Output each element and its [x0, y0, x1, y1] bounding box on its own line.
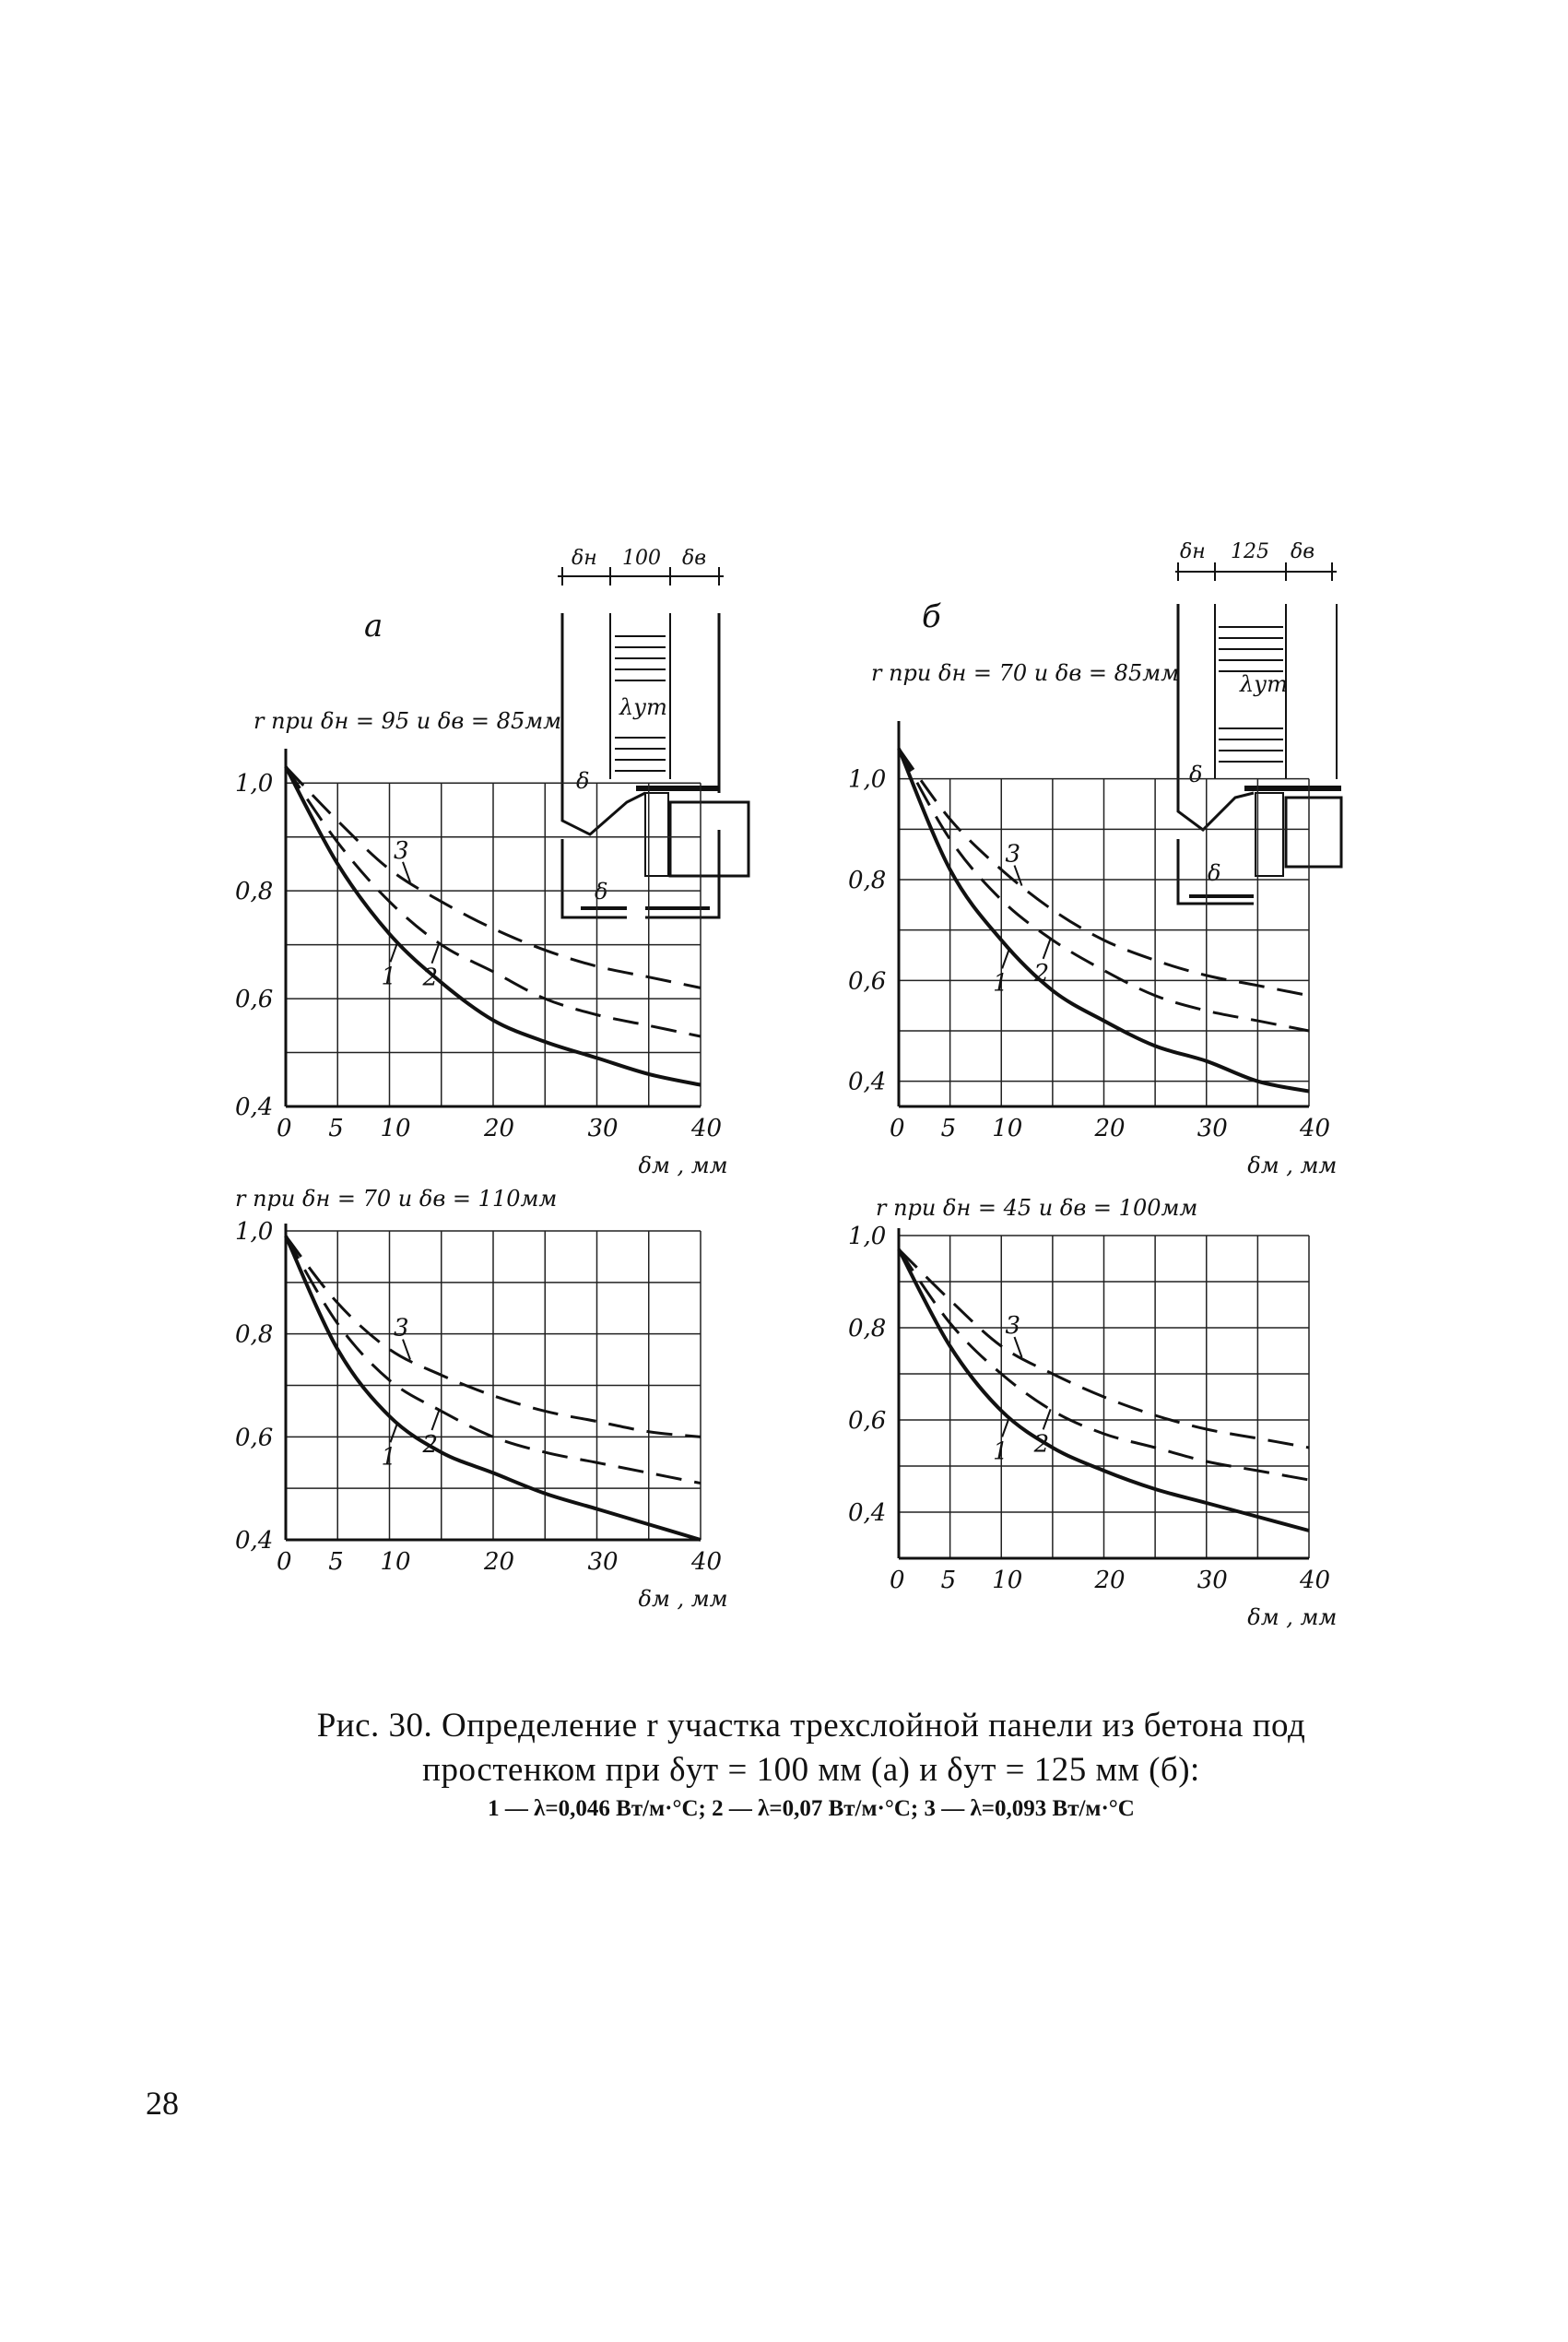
detail-b-lambda: λут	[1240, 671, 1288, 697]
series-label-2: 2	[422, 1431, 439, 1460]
x-tick-label: 40	[691, 1115, 723, 1142]
series-label-2: 2	[1033, 1430, 1050, 1459]
series-label-2: 2	[1033, 959, 1050, 988]
y-tick-label: 1,0	[235, 1218, 274, 1246]
x-tick-label: 40	[1300, 1115, 1331, 1142]
figure-caption-legend: 1 — λ=0,046 Вт/м·°С; 2 — λ=0,07 Вт/м·°С; 3 — λ=0,093 Вт/м·°С	[488, 1796, 1135, 1821]
y-tick-label: 0,8	[848, 867, 887, 894]
detail-a-dim-100: 100	[622, 547, 661, 570]
y-tick-label: 0,8	[235, 878, 274, 906]
x-tick-label: 30	[587, 1548, 619, 1576]
y-tick-label: 0,4	[848, 1499, 887, 1527]
series-label-1: 1	[381, 963, 397, 991]
x-tick-label: 0	[890, 1115, 905, 1142]
series-label-1: 1	[993, 969, 1008, 998]
series-label-1: 1	[381, 1443, 397, 1472]
detail-b-dim-dv: δв	[1291, 540, 1315, 563]
panel-a-label: а	[364, 608, 383, 645]
detail-a-dim-dn: δн	[572, 547, 597, 570]
x-tick-label: 20	[1094, 1115, 1126, 1142]
figure-caption-line1: Рис. 30. Определение r участка трехслойной панели из бетона под	[316, 1707, 1306, 1745]
x-tick-label: 5	[940, 1115, 957, 1142]
x-tick-label: 10	[992, 1115, 1023, 1142]
series-label-3: 3	[394, 1314, 409, 1343]
y-tick-label: 0,6	[235, 1424, 274, 1452]
x-tick-label: 40	[691, 1548, 723, 1576]
x-tick-label: 40	[1300, 1567, 1331, 1594]
y-tick-label: 1,0	[848, 765, 887, 794]
x-tick-label: 5	[940, 1567, 957, 1594]
x-tick-label: 0	[277, 1115, 292, 1142]
y-tick-label: 0,4	[848, 1068, 887, 1096]
y-tick-label: 0,6	[235, 986, 274, 1014]
panel-b-label: б	[922, 598, 941, 635]
detail-a-dim-dv: δв	[682, 547, 707, 570]
series-label-leader	[1002, 948, 1009, 968]
series-label-3: 3	[1005, 840, 1021, 869]
chart-b2-title: r при δн = 45 и δв = 100мм	[876, 1195, 1198, 1221]
detail-b-dim-125: 125	[1231, 540, 1269, 563]
x-axis-label: δм , мм	[1247, 1604, 1338, 1630]
detail-b-delta-top: δ	[1189, 762, 1203, 787]
series-label-3: 3	[1005, 1312, 1021, 1340]
x-tick-label: 30	[1197, 1115, 1228, 1142]
y-tick-label: 0,8	[235, 1320, 274, 1349]
x-tick-label: 20	[1094, 1567, 1126, 1594]
detail-drawing-a	[558, 567, 749, 917]
x-tick-label: 20	[484, 1115, 515, 1142]
x-tick-label: 5	[328, 1548, 344, 1576]
y-tick-label: 1,0	[235, 770, 274, 798]
chart-a1-title: r при δн = 95 и δв = 85мм	[253, 708, 562, 734]
detail-a-lambda: λут	[619, 694, 667, 720]
x-axis-label: δм , мм	[638, 1153, 728, 1178]
x-tick-label: 0	[277, 1548, 292, 1576]
figure-caption-line2: простенком при δут = 100 мм (а) и δут = 125 мм (б):	[422, 1751, 1200, 1789]
series-label-leader	[432, 1410, 440, 1430]
series-label-3: 3	[394, 836, 409, 865]
x-tick-label: 5	[328, 1115, 344, 1142]
y-tick-label: 0,6	[848, 967, 887, 996]
y-tick-label: 0,6	[848, 1407, 887, 1435]
chart-a2-title: r при δн = 70 и δв = 110мм	[235, 1186, 558, 1212]
detail-a-delta-bottom: δ	[595, 879, 608, 905]
y-tick-label: 0,4	[235, 1094, 274, 1121]
x-tick-label: 20	[484, 1548, 515, 1576]
series-label-leader	[391, 1422, 398, 1442]
detail-a-delta-top: δ	[576, 768, 590, 794]
y-tick-label: 0,8	[848, 1315, 887, 1343]
series-label-leader	[432, 943, 440, 964]
x-tick-label: 10	[380, 1115, 411, 1142]
chart-a1	[235, 749, 728, 1178]
y-tick-label: 1,0	[848, 1223, 887, 1250]
detail-b-delta-bottom: δ	[1208, 860, 1221, 886]
x-axis-label: δм , мм	[638, 1586, 728, 1612]
series-label-2: 2	[422, 964, 439, 992]
x-axis-label: δм , мм	[1247, 1153, 1338, 1178]
series-label-leader	[1043, 939, 1051, 959]
chart-b1-title: r при δн = 70 и δв = 85мм	[871, 660, 1180, 686]
x-tick-label: 10	[992, 1567, 1023, 1594]
chart-b2	[848, 1223, 1337, 1630]
y-tick-label: 0,4	[235, 1527, 274, 1555]
x-tick-label: 30	[587, 1115, 619, 1142]
series-label-1: 1	[993, 1437, 1008, 1466]
x-tick-label: 0	[890, 1567, 905, 1594]
detail-b-dim-dn: δн	[1180, 540, 1206, 563]
page-number: 28	[146, 2085, 179, 2122]
chart-a2	[235, 1218, 728, 1612]
x-tick-label: 30	[1197, 1567, 1228, 1594]
x-tick-label: 10	[380, 1548, 411, 1576]
